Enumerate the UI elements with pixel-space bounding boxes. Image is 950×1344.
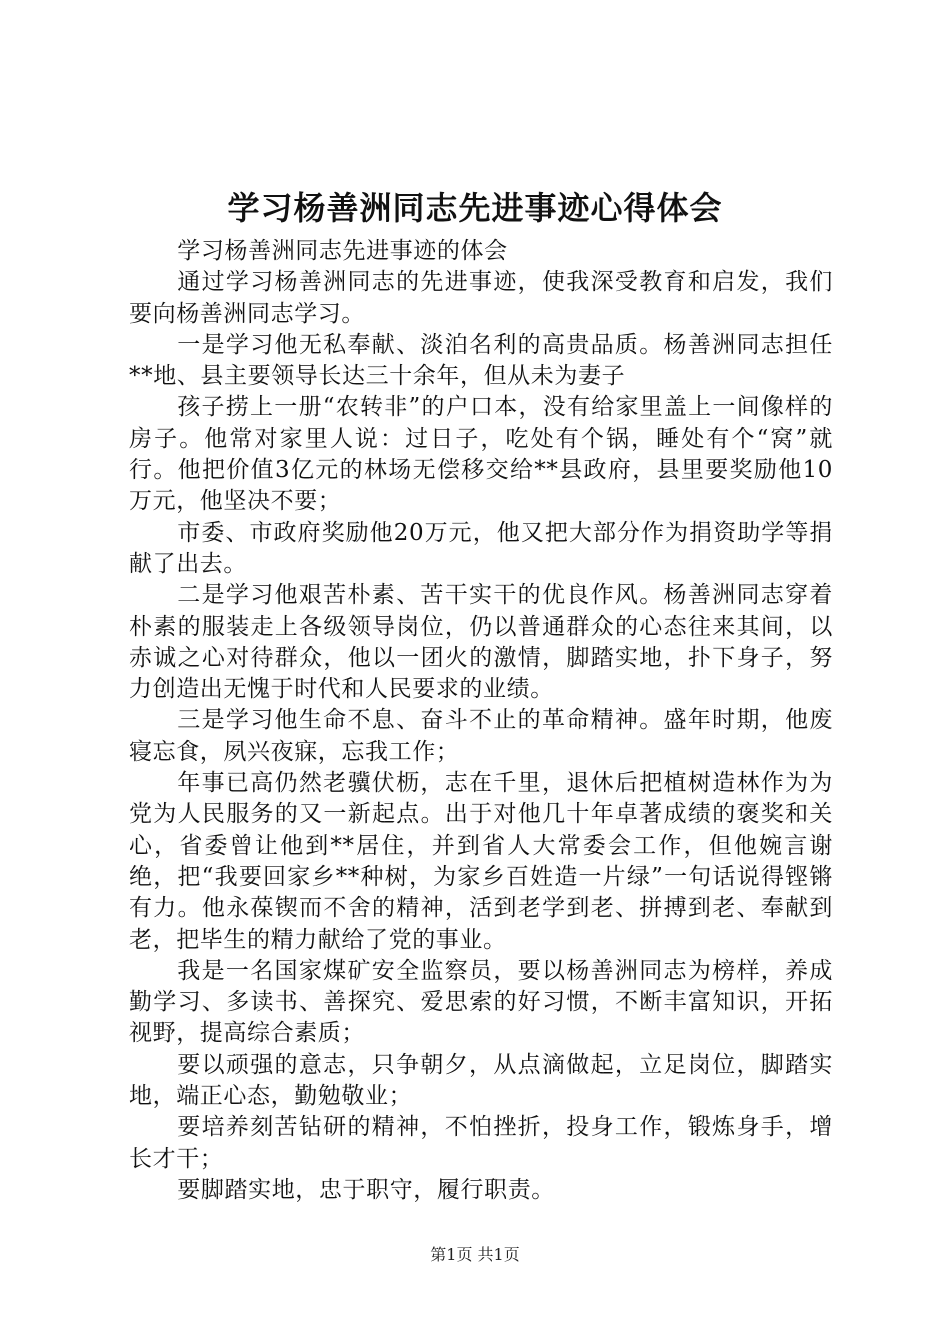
document-body bbox=[129, 236, 833, 1206]
document-title: 学习杨善洲同志先进事迹心得体会 bbox=[227, 189, 723, 227]
paragraph-point-two: 二是学习他艰苦朴素、苦干实干的优良作风。杨善洲同志穿着朴素的服装走上各级领导岗位，仍以普通群众的心态往来其间，以赤诚之心对待群众，他以一团火的激情，脚踏实地，扑下身子，努力创造出无愧于时代和人民要求的业绩。 bbox=[129, 582, 833, 703]
paragraph-commitment-will: 要以顽强的意志，只争朝夕，从点滴做起，立足岗位，脚踏实地，端正心态，勤勉敬业； bbox=[129, 1051, 833, 1110]
paragraph-point-one: 一是学习他无私奉献、淡泊名利的高贵品质。杨善洲同志担任**地、县主要领导长达三十余年，但从未为妻子 bbox=[129, 331, 833, 390]
paragraph-point-one-donation: 市委、市政府奖励他20万元，他又把大部分作为捐资助学等捐献了出去。 bbox=[129, 519, 833, 577]
paragraph-commitment-duty: 要脚踏实地，忠于职守，履行职责。 bbox=[177, 1176, 555, 1203]
paragraph-point-three-detail: 年事已高仍然老骥伏枥，志在千里，退休后把植树造林作为为党为人民服务的又一新起点。出于对他几十年卓著成绩的褒奖和关心，省委曾让他到**居住，并到省人大常委会工作，但他婉言谢绝，把“我要回家乡**种树，为家乡百姓造一片绿”一句话说得铿锵有力。他永葆锲而不舍的精神，活到老学到老、拼搏到老、奉献到老，把毕生的精力献给了党的事业。 bbox=[129, 770, 833, 953]
paragraph-personal-commitment: 我是一名国家煤矿安全监察员，要以杨善洲同志为榜样，养成勤学习、多读书、善探究、爱思索的好习惯，不断丰富知识，开拓视野，提高综合素质； bbox=[129, 957, 833, 1047]
page-number-footer: 第1页 共1页 bbox=[430, 1245, 520, 1264]
paragraph-point-one-detail: 孩子捞上一册“农转非”的户口本，没有给家里盖上一间像样的房子。他常对家里人说：过日子，吃处有个锅，睡处有个“窝”就行。他把价值3亿元的林场无偿移交给**县政府，县里要奖励他10万元，他坚决不要； bbox=[129, 394, 833, 515]
paragraph-commitment-study: 要培养刻苦钻研的精神，不怕挫折，投身工作，锻炼身手，增长才干； bbox=[129, 1114, 833, 1172]
paragraph-intro: 通过学习杨善洲同志的先进事迹，使我深受教育和启发，我们要向杨善洲同志学习。 bbox=[129, 269, 833, 327]
paragraph-subtitle: 学习杨善洲同志先进事迹的体会 bbox=[177, 238, 508, 264]
paragraph-point-three: 三是学习他生命不息、奋斗不止的革命精神。盛年时期，他废寝忘食，夙兴夜寐，忘我工作； bbox=[129, 707, 833, 765]
